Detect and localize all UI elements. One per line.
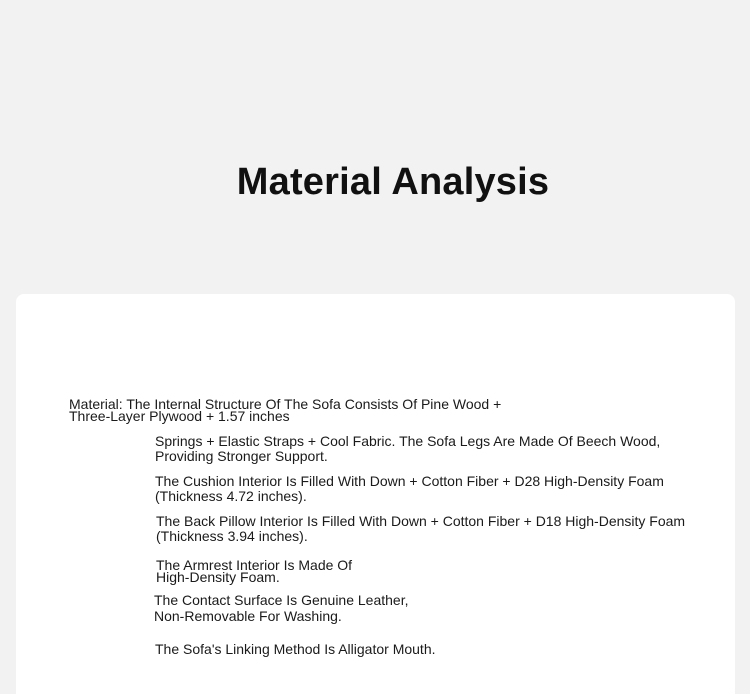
linking-method-text — [155, 642, 436, 657]
back-pillow-line-1: The Back Pillow Interior Is Filled With Down + Cotton Fiber + D18 High-Density Foam — [156, 513, 686, 529]
cushion-text — [155, 473, 664, 504]
cushion-line-2: (Thickness 4.72 inches). — [155, 488, 307, 504]
springs-line-2: Providing Stronger Support. — [155, 448, 328, 464]
springs-line-1: Springs + Elastic Straps + Cool Fabric. The Sofa Legs Are Made Of Beech Wood, — [155, 433, 661, 449]
structure-line-2: Three-Layer Plywood + 1.57 inches — [69, 408, 290, 424]
structure-line-1: Material: The Internal Structure Of The Sofa Consists Of Pine Wood + — [69, 396, 502, 412]
linking-line-1: The Sofa's Linking Method Is Alligator Mouth. — [155, 641, 436, 657]
cushion-line-1: The Cushion Interior Is Filled With Down + Cotton Fiber + D28 High-Density Foam — [155, 473, 664, 489]
springs-text — [155, 434, 660, 464]
contact-surface-line-1: The Contact Surface Is Genuine Leather, — [154, 592, 409, 608]
armrest-text — [156, 559, 352, 583]
structure-material-text — [69, 398, 501, 422]
armrest-line-1: The Armrest Interior Is Made Of — [156, 557, 353, 573]
contact-surface-line-2: Non-Removable For Washing. — [154, 608, 342, 624]
back-pillow-text — [156, 514, 685, 544]
section-title: Material Analysis — [236, 161, 550, 203]
armrest-line-2: High-Density Foam. — [156, 569, 280, 585]
back-pillow-line-2: (Thickness 3.94 inches). — [156, 528, 308, 544]
contact-surface-text — [154, 593, 409, 624]
